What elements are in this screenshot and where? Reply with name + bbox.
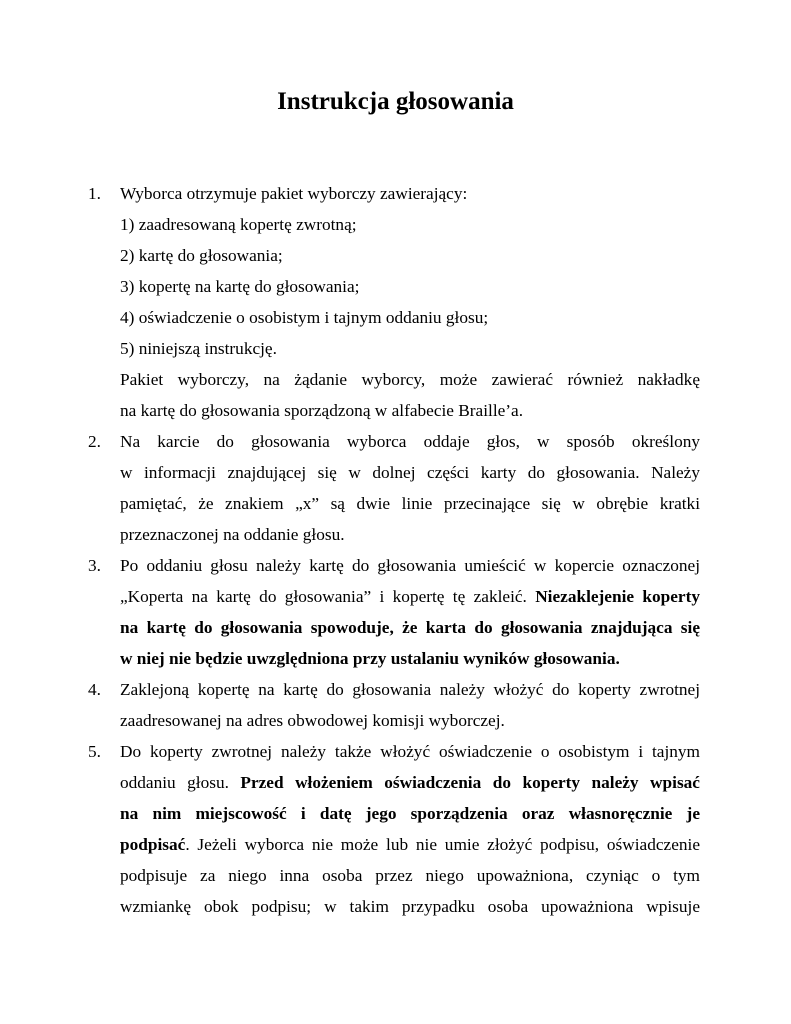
- bold-text: w niej nie będzie uwzględniona przy ustalaniu wyników głosowania.: [120, 649, 620, 668]
- text-line: [120, 178, 700, 209]
- text-line: [120, 643, 700, 674]
- bold-text: na nim miejscowość i datę jego sporządzenia oraz własnoręcznie je: [120, 804, 700, 823]
- text-segment: Zaklejoną kopertę na kartę do głosowania należy włożyć do koperty zwrotnej: [120, 680, 700, 699]
- text-segment: 3) kopertę na kartę do głosowania;: [120, 277, 360, 296]
- text-line: [120, 519, 700, 550]
- text-segment: na kartę do głosowania sporządzoną w alfabecie Braille’a.: [120, 401, 524, 420]
- item-number: 3.: [88, 556, 101, 575]
- text-segment: wzmiankę obok podpisu; w takim przypadku osoba upoważniona wpisuje: [120, 897, 700, 916]
- text-line: [120, 767, 700, 798]
- text-segment: Wyborca otrzymuje pakiet wyborczy zawierający:: [120, 184, 468, 203]
- text-line: [120, 829, 700, 860]
- text-line: [120, 333, 700, 364]
- text-segment: Po oddaniu głosu należy kartę do głosowania umieścić w kopercie oznaczonej: [120, 556, 700, 575]
- item-number: 1.: [88, 184, 101, 203]
- text-line: [120, 271, 700, 302]
- item-number: 4.: [88, 680, 101, 699]
- text-line: [120, 860, 700, 891]
- text-line: [120, 612, 700, 643]
- bold-text: podpisać: [120, 835, 186, 854]
- text-line: [120, 302, 700, 333]
- text-line: [120, 240, 700, 271]
- text-segment: pamiętać, że znakiem „x” są dwie linie przecinające się w obrębie kratki: [120, 494, 700, 513]
- text-line: [120, 736, 700, 767]
- text-line: [120, 426, 700, 457]
- text-line: [120, 674, 700, 705]
- text-line: [120, 457, 700, 488]
- text-segment: w informacji znajdującej się w dolnej części karty do głosowania. Należy: [120, 463, 700, 482]
- text-segment: 1) zaadresowaną kopertę zwrotną;: [120, 215, 357, 234]
- list-item: [88, 674, 700, 736]
- item-number: 5.: [88, 742, 101, 761]
- text-line: [120, 798, 700, 829]
- bold-text: Niezaklejenie koperty: [535, 587, 700, 606]
- list-item: [88, 426, 700, 550]
- list-item: [88, 178, 700, 426]
- text-line: [120, 395, 700, 426]
- text-line: [120, 364, 700, 395]
- text-segment: Pakiet wyborczy, na żądanie wyborcy, może zawierać również nakładkę: [120, 370, 700, 389]
- text-line: [120, 488, 700, 519]
- bold-text: Przed włożeniem oświadczenia do koperty należy wpisać: [240, 773, 700, 792]
- text-segment: „Koperta na kartę do głosowania” i kopertę tę zakleić.: [120, 587, 536, 606]
- bold-text: na kartę do głosowania spowoduje, że karta do głosowania znajdująca się: [120, 618, 700, 637]
- text-segment: podpisuje za niego inna osoba przez niego upoważniona, czyniąc o tym: [120, 866, 700, 885]
- text-segment: Do koperty zwrotnej należy także włożyć oświadczenie o osobistym i tajnym: [120, 742, 700, 761]
- text-segment: 4) oświadczenie o osobistym i tajnym oddaniu głosu;: [120, 308, 489, 327]
- text-line: [120, 209, 700, 240]
- text-segment: oddaniu głosu.: [120, 773, 241, 792]
- text-line: [120, 550, 700, 581]
- text-line: [120, 891, 700, 922]
- page-title: Instrukcja głosowania: [277, 88, 514, 115]
- list-item: [88, 550, 700, 674]
- text-line: [120, 705, 700, 736]
- instruction-list: [88, 178, 700, 922]
- text-segment: zaadresowanej na adres obwodowej komisji wyborczej.: [120, 711, 505, 730]
- text-segment: 2) kartę do głosowania;: [120, 246, 283, 265]
- text-segment: Na karcie do głosowania wyborca oddaje głos, w sposób określony: [120, 432, 700, 451]
- list-item: [88, 736, 700, 922]
- text-segment: przeznaczonej na oddanie głosu.: [120, 525, 345, 544]
- text-segment: 5) niniejszą instrukcję.: [120, 339, 277, 358]
- item-number: 2.: [88, 432, 101, 451]
- text-segment: . Jeżeli wyborca nie może lub nie umie złożyć podpisu, oświadczenie: [185, 835, 700, 854]
- text-line: [120, 581, 700, 612]
